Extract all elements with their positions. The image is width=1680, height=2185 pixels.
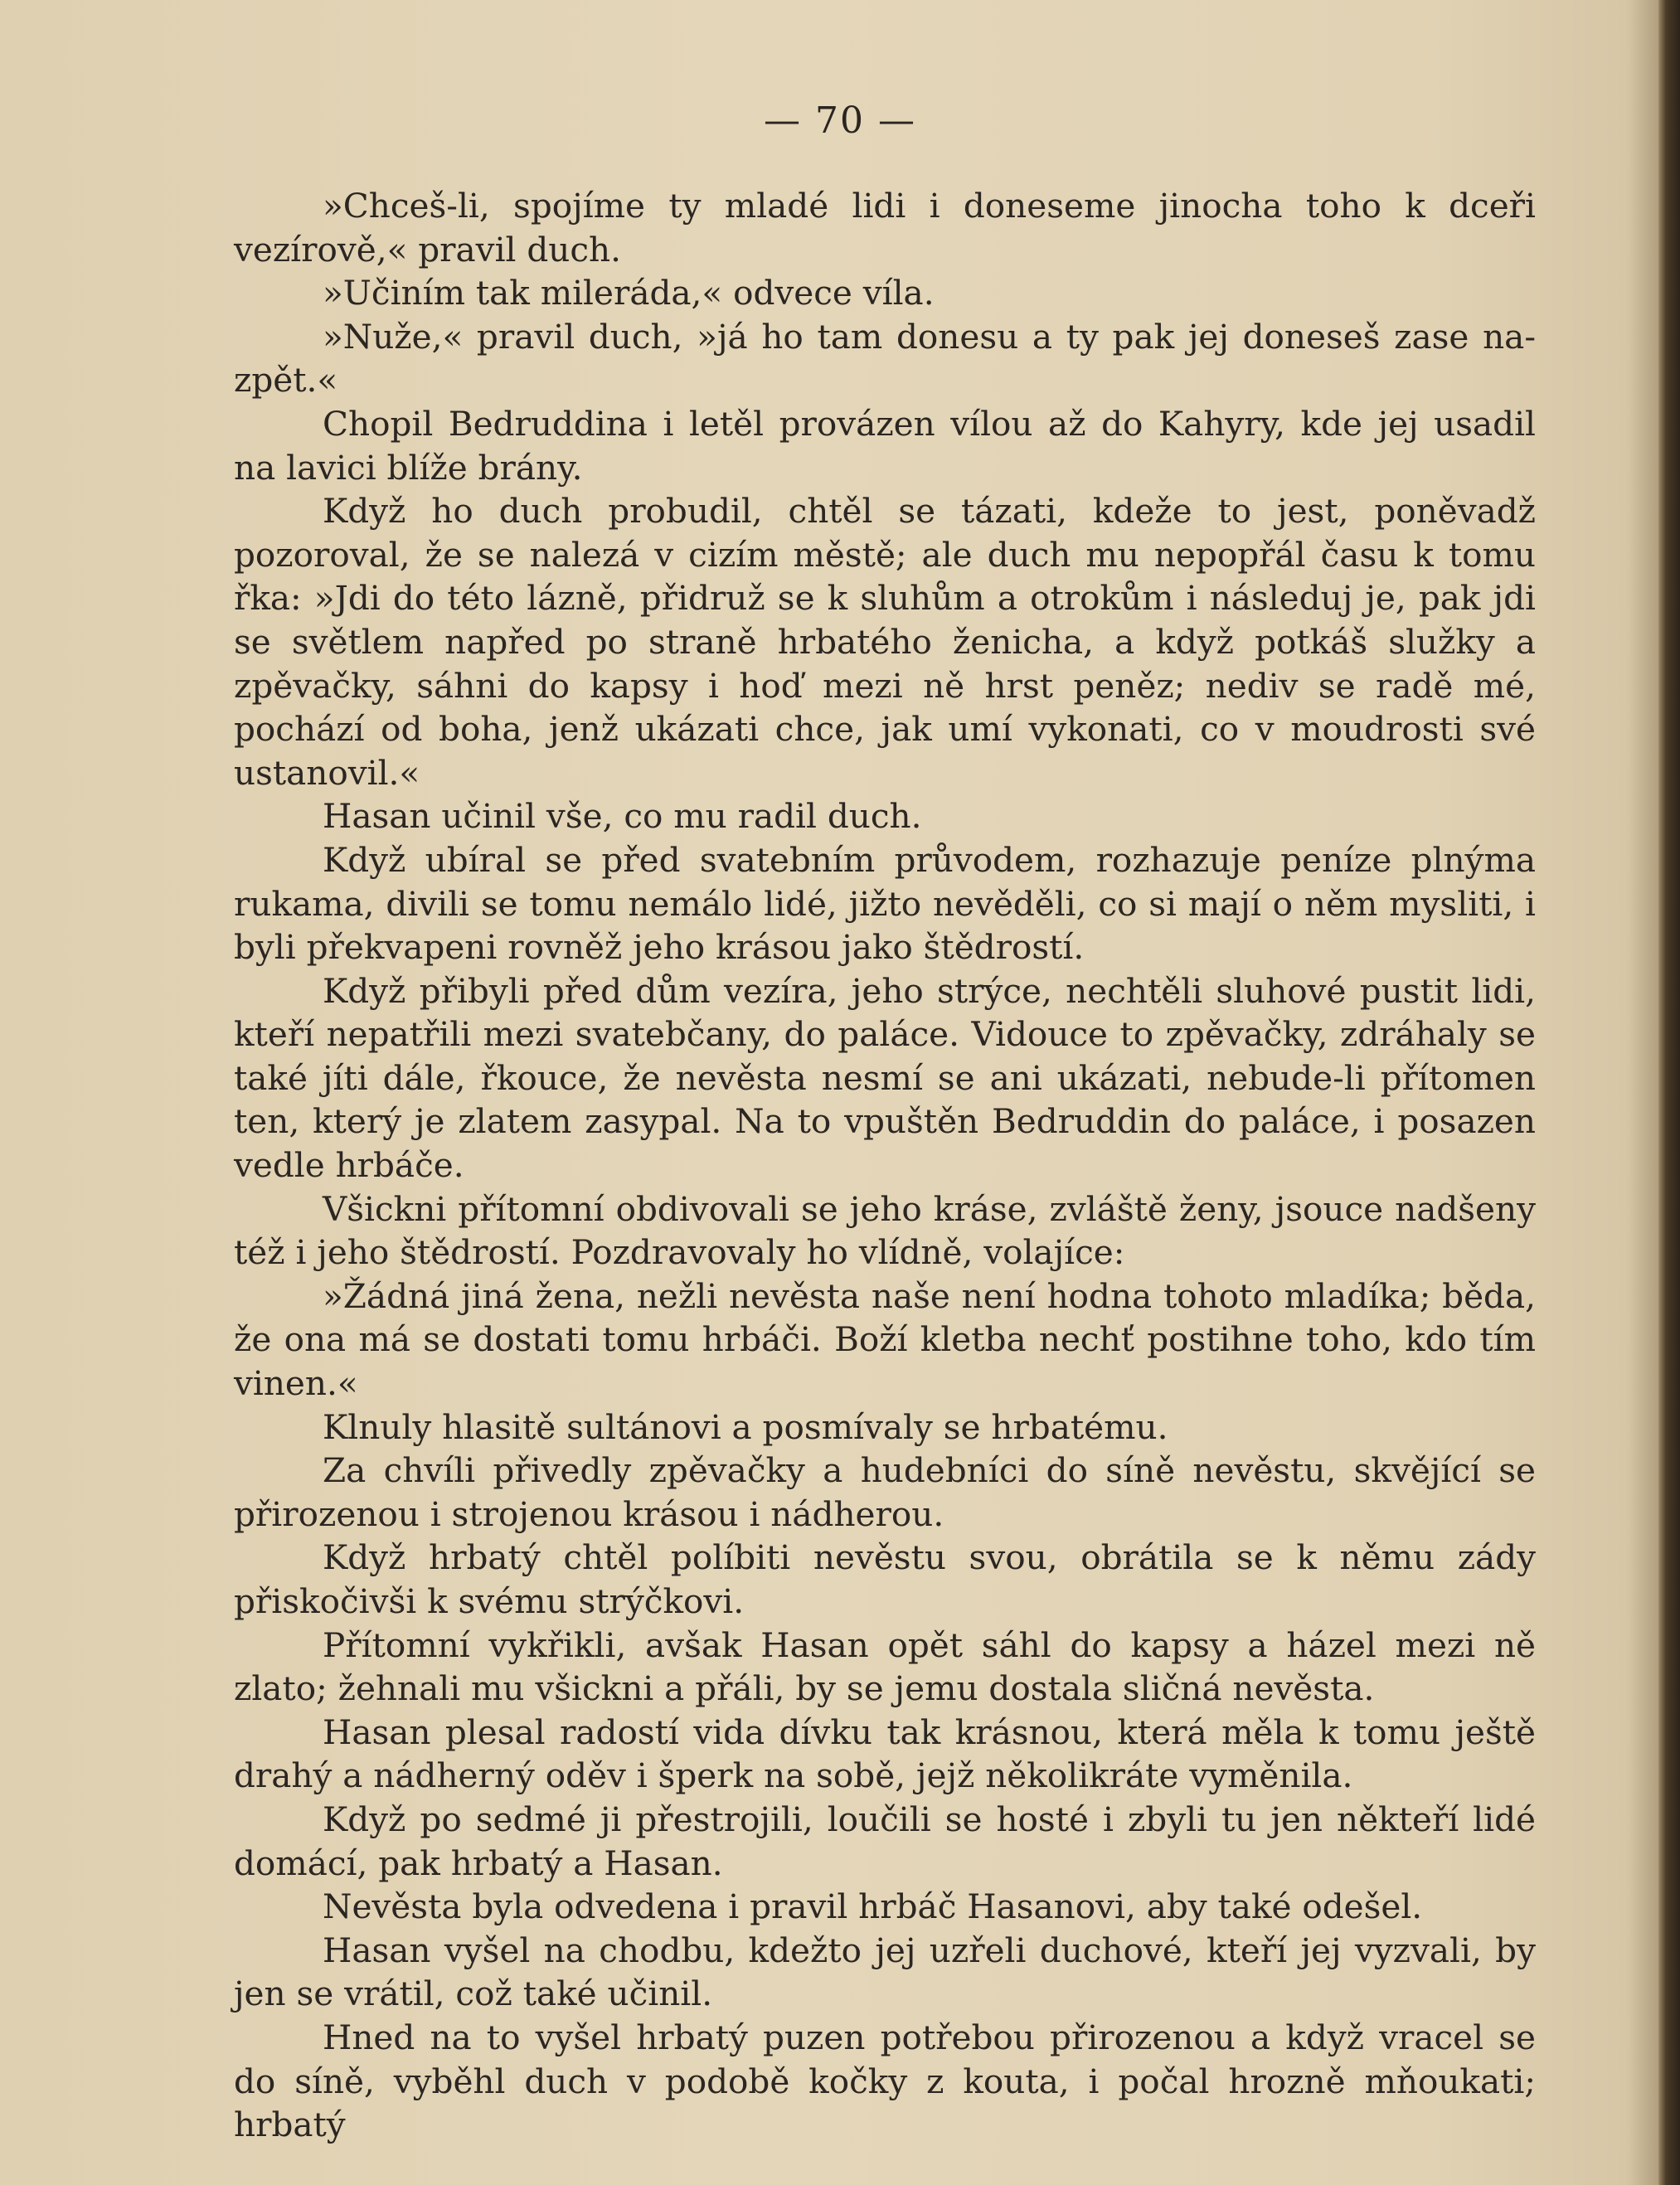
page-number: — 70 — bbox=[764, 100, 916, 142]
paragraph: Když po sedmé ji přestrojili, loučili se hosté i zbyli tu jen někteří lidé domácí, pak hrbatý a Hasan. bbox=[234, 1799, 1536, 1883]
paragraph: »Chceš-li, spojíme ty mladé lidi i doneseme jinocha toho k dceři vezírově,« pravil duch. bbox=[234, 186, 1536, 269]
paragraph: Všickni přítomní obdivovali se jeho kráse, zvláště ženy, jsouce nadšeny též i jeho štědrostí. Pozdravovaly ho vlídně, volajíce: bbox=[234, 1188, 1536, 1273]
paragraph: »Učiním tak mileráda,« odvece víla. bbox=[323, 273, 935, 313]
paragraph: Za chvíli přivedly zpěvačky a hudebníci do síně nevěstu, skvějící se přirozenou i strojenou krásou i nádherou. bbox=[234, 1450, 1536, 1534]
paragraph: Hasan plesal radostí vida dívku tak krásnou, která měla k tomu ještě drahý a nádherný oděv i šperk na sobě, jejž několikráte vyměnila. bbox=[234, 1712, 1536, 1796]
page-edge-shadow bbox=[1625, 0, 1658, 2185]
paragraph: Když hrbatý chtěl políbiti nevěstu svou, obrátila se k němu zády přiskočivši k svému strýčkovi. bbox=[234, 1537, 1536, 1621]
paragraph: Přítomní vykřikli, avšak Hasan opět sáhl do kapsy a házel mezi ně zlato; žehnali mu všickni a přáli, by se jemu dostala sličná nevěsta. bbox=[234, 1624, 1536, 1709]
paragraph: Hned na to vyšel hrbatý puzen potřebou přirozenou a když vracel se do síně, vyběhl duch v podobě kočky z kouta, i počal hrozně mňoukati; hrbatý bbox=[234, 2017, 1536, 2145]
paragraph: Když přibyli před dům vezíra, jeho strýce, nechtěli sluhové pustit lidi, kteří nepatřili mezi svatebčany, do paláce. Vidouce to zpěvačky, zdráhaly se také jíti dále, řkouce, že nevěsta nesmí se ani ukázati, nebude-li přítomen ten, který je zlatem zasypal. Na to vpuštěn Bedruddin do paláce, i posazen vedle hrbáče. bbox=[234, 970, 1536, 1186]
paragraph: Nevěsta byla odvedena i pravil hrbáč Hasanovi, aby také odešel. bbox=[323, 1886, 1423, 1927]
paragraph: Když ubíral se před svatebním průvodem, rozhazuje peníze plnýma rukama, divili se tomu nemálo lidé, jižto nevěděli, co si mají o něm mysliti, i byli překvapeni rovněž jeho krásou jako štědrostí. bbox=[234, 839, 1536, 968]
body-text bbox=[234, 184, 1536, 2147]
paragraph: »Nuže,« pravil duch, »já ho tam donesu a ty pak jej doneseš zase nazpět.« bbox=[234, 316, 1536, 401]
paragraph: Klnuly hlasitě sultánovi a posmívaly se hrbatému. bbox=[323, 1406, 1168, 1447]
book-spine bbox=[1658, 0, 1680, 2185]
paragraph: Chopil Bedruddina i letěl provázen vílou až do Kahyry, kde jej usadil na lavici blíže brány. bbox=[234, 403, 1536, 488]
paragraph: Když ho duch probudil, chtěl se tázati, kdeže to jest, poněvadž pozoroval, že se nalezá v cizím městě; ale duch mu nepopřál času k tomu řka: »Jdi do této lázně, přidruž se k sluhům a otrokům i následuj je, pak jdi se světlem napřed po straně hrbatého ženicha, a když potkáš služky a zpěvačky, sáhni do kapsy i hoď mezi ně hrst peněz; nediv se radě mé, pochází od boha, jenž ukázati chce, jak umí vykonati, co v moudrosti své ustanovil.« bbox=[234, 491, 1536, 793]
paragraph: Hasan vyšel na chodbu, kdežto jej uzřeli duchové, kteří jej vyzvali, by jen se vrátil, což také učinil. bbox=[234, 1930, 1536, 2014]
paragraph: Hasan učinil vše, co mu radil duch. bbox=[323, 796, 922, 837]
paragraph: »Žádná jiná žena, nežli nevěsta naše není hodna tohoto mladíka; běda, že ona má se dostati tomu hrbáči. Boží kletba nechť postihne toho, kdo tím vinen.« bbox=[234, 1275, 1536, 1404]
